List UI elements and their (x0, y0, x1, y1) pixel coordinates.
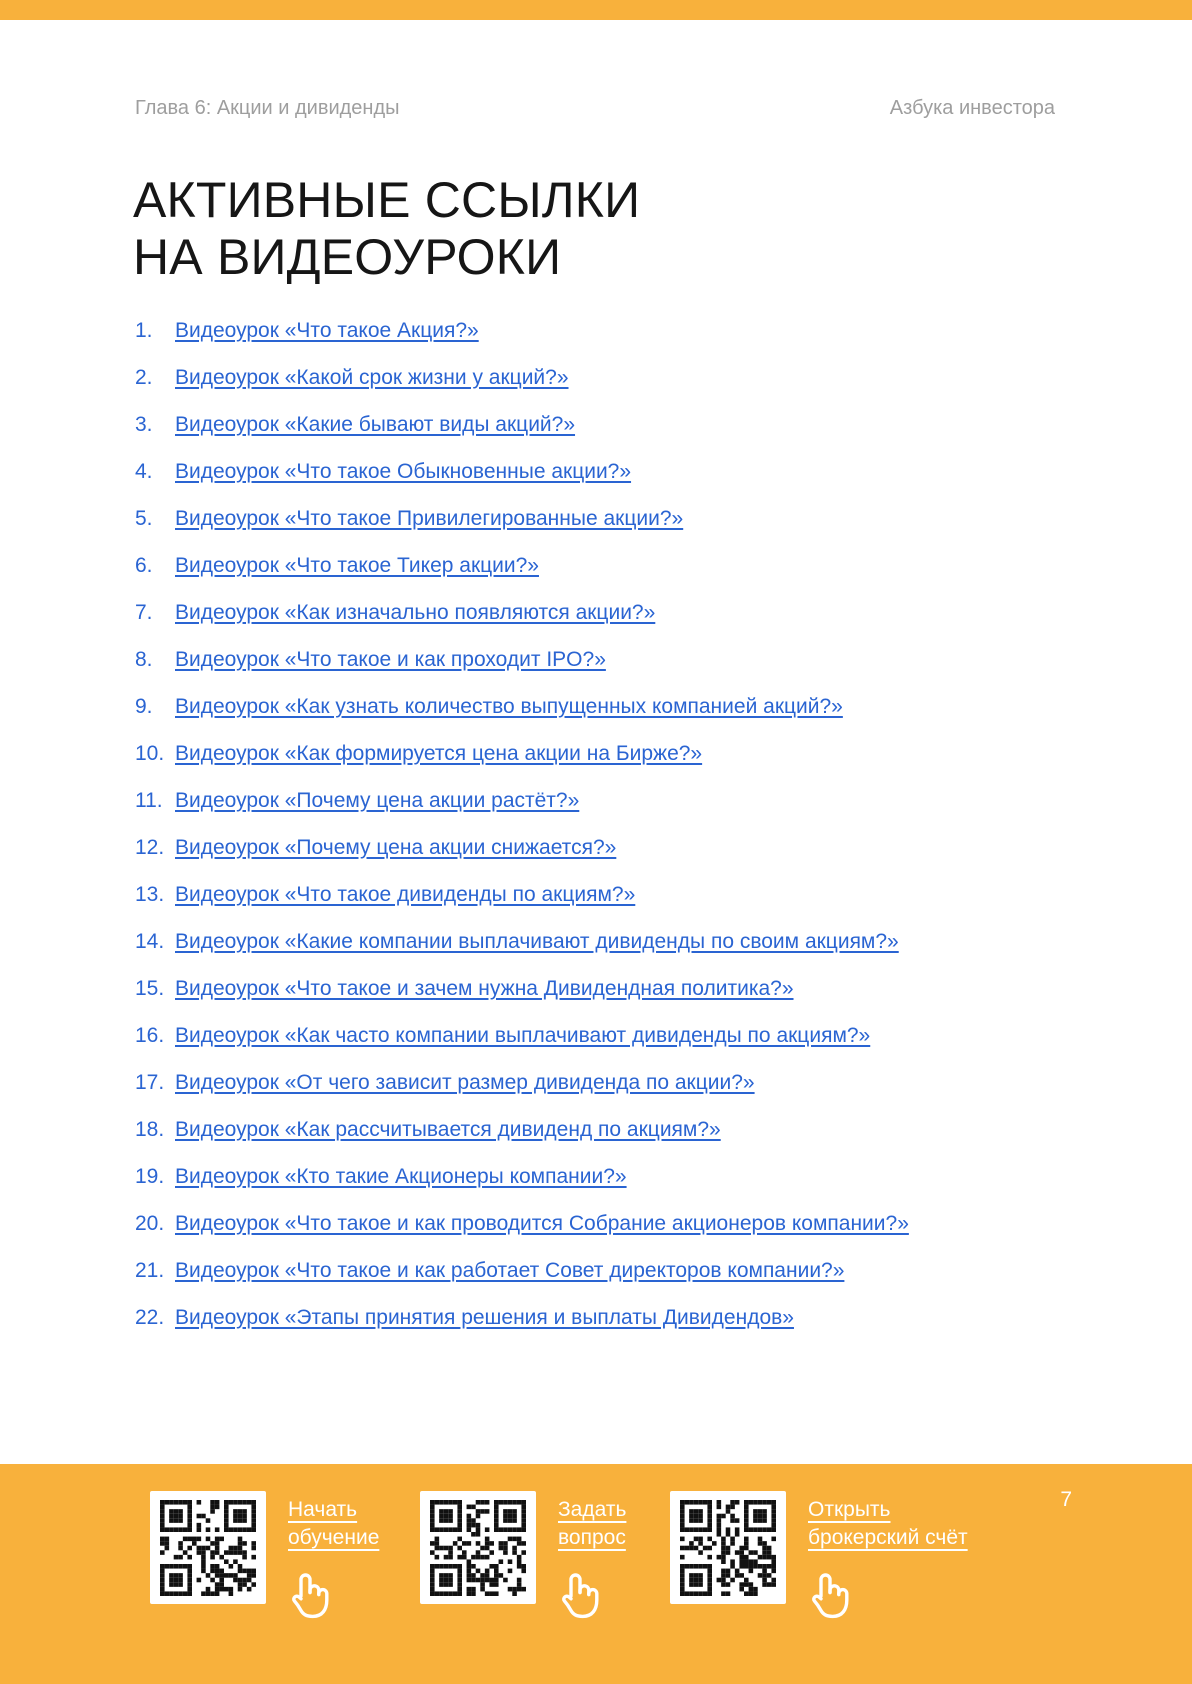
video-link[interactable]: Видеоурок «Как изначально появляются акции?» (175, 601, 656, 624)
video-link[interactable]: Видеоурок «Что такое Привилегированные акции?» (175, 507, 684, 530)
footer (0, 1464, 1192, 1684)
list-item (135, 412, 1092, 438)
item-number: 6. (135, 554, 153, 577)
video-link[interactable]: Видеоурок «Этапы принятия решения и выплаты Дивидендов» (175, 1306, 794, 1329)
list-item (135, 929, 1092, 955)
top-accent-bar (0, 0, 1192, 20)
page-title (133, 172, 640, 286)
start-learning-link[interactable]: Начать обучение (288, 1498, 380, 1549)
video-links-list (135, 318, 1092, 1352)
page-title-line2: НА ВИДЕОУРОКИ (133, 229, 562, 285)
video-link[interactable]: Видеоурок «Кто такие Акционеры компании?» (175, 1165, 627, 1188)
chapter-label: Глава 6: Акции и дивиденды (135, 97, 400, 119)
video-link[interactable]: Видеоурок «Какой срок жизни у акций?» (175, 366, 569, 389)
qr-code-tile (420, 1491, 536, 1604)
video-link[interactable]: Видеоурок «Что такое и как работает Совет директоров компании?» (175, 1259, 845, 1282)
video-link[interactable]: Видеоурок «Что такое и как проводится Собрание акционеров компании?» (175, 1212, 909, 1235)
footer-action-ask-question (420, 1491, 626, 1622)
list-item (135, 788, 1092, 814)
list-item (135, 1211, 1092, 1237)
item-number: 21. (135, 1259, 165, 1282)
qr-code[interactable] (680, 1500, 776, 1596)
item-number: 22. (135, 1306, 165, 1329)
list-item (135, 1023, 1092, 1049)
item-number: 3. (135, 413, 153, 436)
item-number: 20. (135, 1212, 165, 1235)
list-item (135, 600, 1092, 626)
list-item (135, 318, 1092, 344)
list-item (135, 694, 1092, 720)
list-item (135, 459, 1092, 485)
list-item (135, 506, 1092, 532)
video-link[interactable]: Видеоурок «Почему цена акции снижается?» (175, 836, 617, 859)
video-link[interactable]: Видеоурок «Как формируется цена акции на Бирже?» (175, 742, 703, 765)
video-link[interactable]: Видеоурок «Что такое Акция?» (175, 319, 479, 342)
item-number: 1. (135, 319, 153, 342)
item-number: 9. (135, 695, 153, 718)
item-number: 19. (135, 1165, 165, 1188)
list-item (135, 835, 1092, 861)
video-link[interactable]: Видеоурок «Что такое и как проходит IPO?» (175, 648, 606, 671)
qr-code-tile (670, 1491, 786, 1604)
list-item (135, 1117, 1092, 1143)
item-number: 14. (135, 930, 165, 953)
video-link[interactable]: Видеоурок «Какие бывают виды акций?» (175, 413, 576, 436)
item-number: 18. (135, 1118, 165, 1141)
item-number: 4. (135, 460, 153, 483)
video-link[interactable]: Видеоурок «Как часто компании выплачивают дивиденды по акциям?» (175, 1024, 871, 1047)
page-title-line1: АКТИВНЫЕ ССЫЛКИ (133, 172, 641, 228)
page-header (135, 96, 1055, 120)
item-number: 12. (135, 836, 165, 859)
pointer-hand-icon (288, 1568, 334, 1622)
video-link[interactable]: Видеоурок «Что такое Тикер акции?» (175, 554, 539, 577)
video-link[interactable]: Видеоурок «От чего зависит размер дивиденда по акции?» (175, 1071, 755, 1094)
qr-code-tile (150, 1491, 266, 1604)
video-link[interactable]: Видеоурок «Что такое и зачем нужна Дивидендная политика?» (175, 977, 794, 1000)
video-link[interactable]: Видеоурок «Что такое Обыкновенные акции?» (175, 460, 632, 483)
item-number: 13. (135, 883, 165, 906)
item-number: 11. (135, 789, 163, 812)
footer-action-start-learning (150, 1491, 379, 1622)
qr-code[interactable] (160, 1500, 256, 1596)
qr-code[interactable] (430, 1500, 526, 1596)
video-link[interactable]: Видеоурок «Как узнать количество выпущенных компанией акций?» (175, 695, 843, 718)
video-link[interactable]: Видеоурок «Почему цена акции растёт?» (175, 789, 580, 812)
list-item (135, 882, 1092, 908)
brand-label: Азбука инвестора (889, 97, 1055, 119)
video-link[interactable]: Видеоурок «Какие компании выплачивают дивиденды по своим акциям?» (175, 930, 899, 953)
list-item (135, 647, 1092, 673)
list-item (135, 553, 1092, 579)
footer-action-open-brokerage-account (670, 1491, 968, 1622)
item-number: 2. (135, 366, 153, 389)
list-item (135, 1164, 1092, 1190)
item-number: 10. (135, 742, 165, 765)
item-number: 5. (135, 507, 153, 530)
open-brokerage-account-link[interactable]: Открыть брокерский счёт (808, 1498, 968, 1549)
list-item (135, 976, 1092, 1002)
list-item (135, 365, 1092, 391)
page-number: 7 (1060, 1488, 1072, 1511)
item-number: 17. (135, 1071, 165, 1094)
item-number: 7. (135, 601, 153, 624)
item-number: 16. (135, 1024, 165, 1047)
list-item (135, 741, 1092, 767)
list-item (135, 1305, 1092, 1331)
list-item (135, 1258, 1092, 1284)
video-link[interactable]: Видеоурок «Как рассчитывается дивиденд по акциям?» (175, 1118, 721, 1141)
video-link[interactable]: Видеоурок «Что такое дивиденды по акциям?» (175, 883, 636, 906)
pointer-hand-icon (558, 1568, 604, 1622)
item-number: 8. (135, 648, 153, 671)
item-number: 15. (135, 977, 165, 1000)
pointer-hand-icon (808, 1568, 854, 1622)
list-item (135, 1070, 1092, 1096)
ask-question-link[interactable]: Задать вопрос (558, 1498, 627, 1549)
